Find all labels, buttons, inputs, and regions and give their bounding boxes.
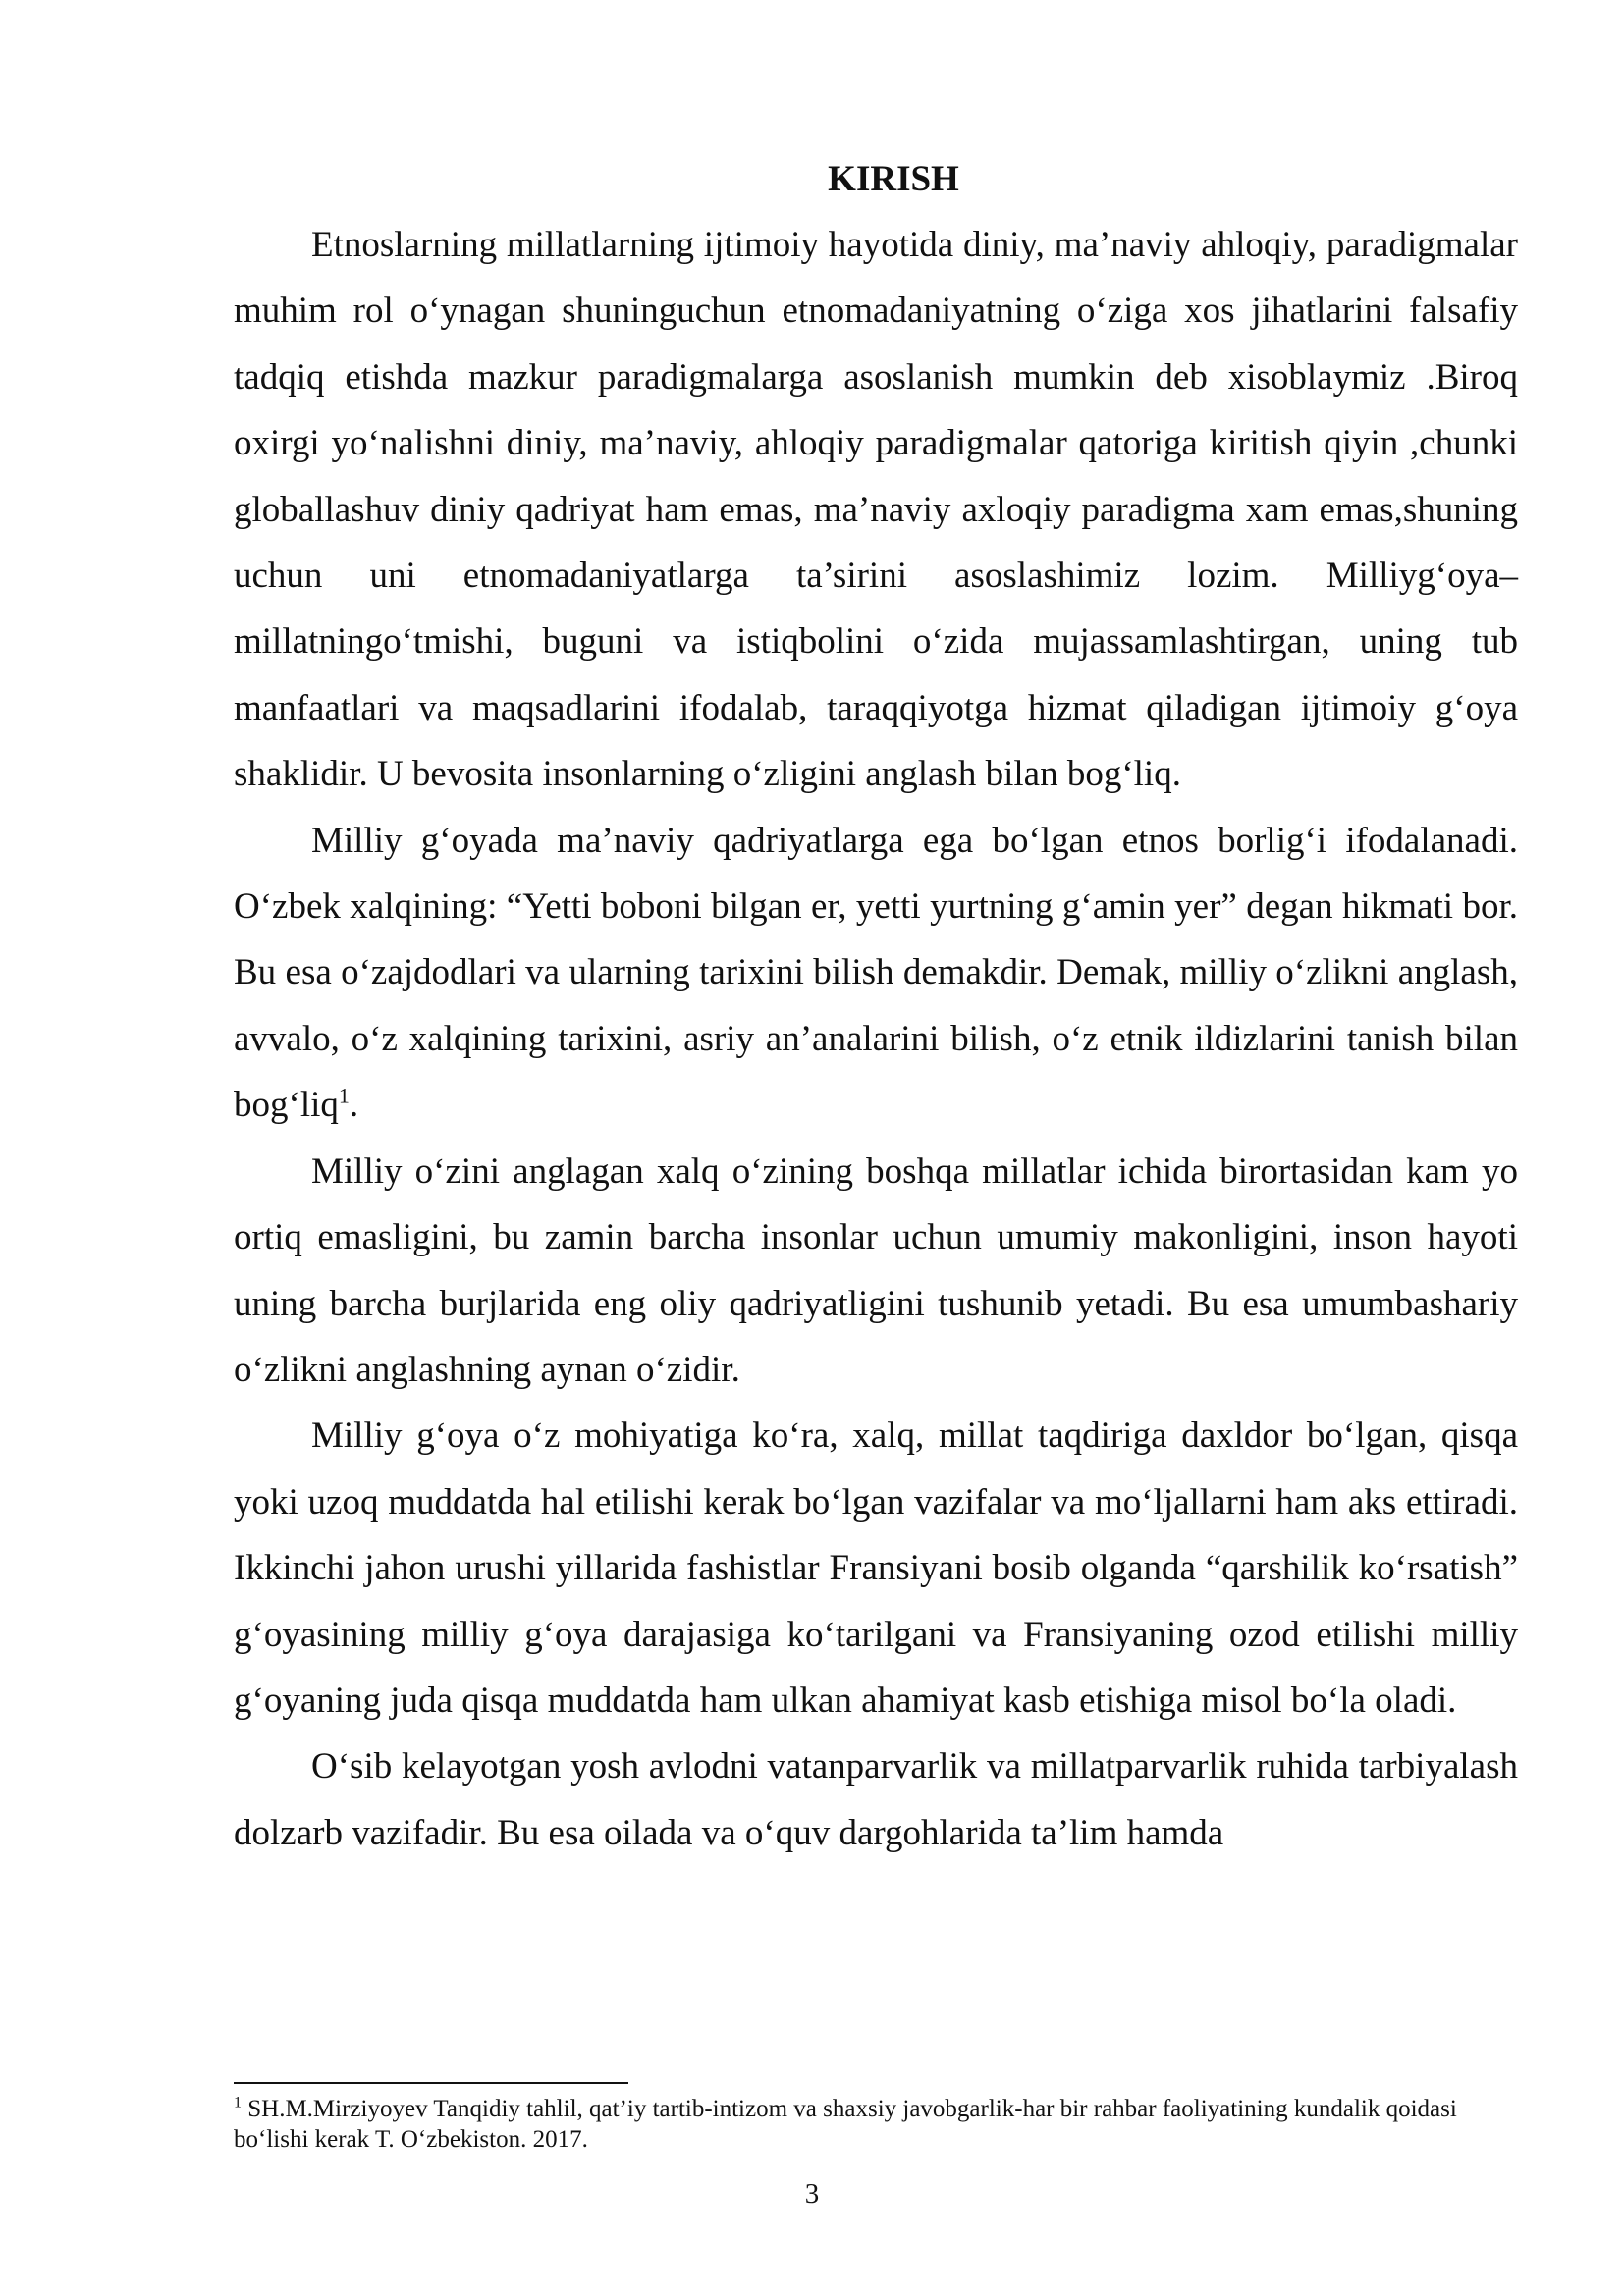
paragraph-2 [234,808,1518,1139]
paragraph-2-text: Milliy g‘oyada ma’naviy qadriyatlarga ega bo‘lgan etnos borlig‘i ifodalanadi. O‘zbek xalqining: “Yetti boboni bilgan er, yetti yurtning g‘amin yer” degan hikmati bor. Bu esa o‘zajdodlari va ularning tarixini bilish demakdir. Demak, milliy o‘zlikni anglash, avvalo, o‘z xalqining tarixini, asriy an’analarini bilish, o‘z etnik ildizlarini tanish bilan bog‘liq [234,820,1518,1126]
footnote-divider [234,2082,628,2084]
footnote [234,2094,1510,2155]
page-heading: KIRISH [828,159,959,199]
paragraph-1: Etnoslarning millatlarning ijtimoiy hayotida diniy, ma’naviy ahloqiy, paradigmalar muhim rol o‘ynagan shuninguchun etnomadaniyatning o‘ziga xos jihatlarini falsafiy tadqiq etishda mazkur paradigmalarga asoslanish mumkin deb xisoblaymiz .Biroq oxirgi yo‘nalishni diniy, ma’naviy, ahloqiy paradigmalar qatoriga kiritish qiyin ,chunki globallashuv diniy qadriyat ham emas, ma’naviy axloqiy paradigma xam emas,shuning uchun uni etnomadaniyatlarga ta’sirini asoslashimiz lozim. Milliyg‘oya–millatningo‘tmishi, buguni va istiqbolini o‘zida mujassamlashtirgan, uning tub manfaatlari va maqsadlarini ifodalab, taraqqiyotga hizmat qiladigan ijtimoiy g‘oya shaklidir. U bevosita insonlarning o‘zligini anglash bilan bog‘liq. [234,225,1518,795]
footnote-reference: 1 [338,1083,350,1108]
paragraph-4: Milliy g‘oya o‘z mohiyatiga ko‘ra, xalq, millat taqdiriga daxldor bo‘lgan, qisqa yoki uzoq muddatda hal etilishi kerak bo‘lgan vazifalar va mo‘ljallarni ham aks ettiradi. Ikkinchi jahon urushi yillarida fashistlar Fransiyani bosib olganda “qarshilik ko‘rsatish” g‘oyasining milliy g‘oya darajasiga ko‘tarilgani va Fransiyaning ozod etilishi milliy g‘oyaning juda qisqa muddatda ham ulkan ahamiyat kasb etishiga misol bo‘la oladi. [234,1415,1518,1721]
paragraph-5: O‘sib kelayotgan yosh avlodni vatanparvarlik va millatparvarlik ruhida tarbiyalash dolzarb vazifadir. Bu esa oilada va o‘quv dargohlarida ta’lim hamda [234,1746,1518,1853]
paragraph-2-tail: . [349,1085,359,1126]
paragraph-3: Milliy o‘zini anglagan xalq o‘zining boshqa millatlar ichida birortasidan kam yo ortiq emasligini, bu zamin barcha insonlar uchun umumiy makonligini, inson hayoti uning barcha burjlarida eng oliy qadriyatligini tushunib yetadi. Bu esa umumbashariy o‘zlikni anglashning aynan o‘zidir. [234,1150,1518,1390]
footnote-marker: 1 [234,2094,242,2111]
page-number: 3 [804,2178,820,2210]
document-body [234,147,1518,1866]
footnote-text: SH.M.Mirziyoyev Tanqidiy tahlil, qat’iy tartib-intizom va shaxsiy javobgarlik-har bir rahbar faoliyatining kundalik qoidasi bo‘lishi kerak T. O‘zbekiston. 2017. [234,2096,1457,2153]
